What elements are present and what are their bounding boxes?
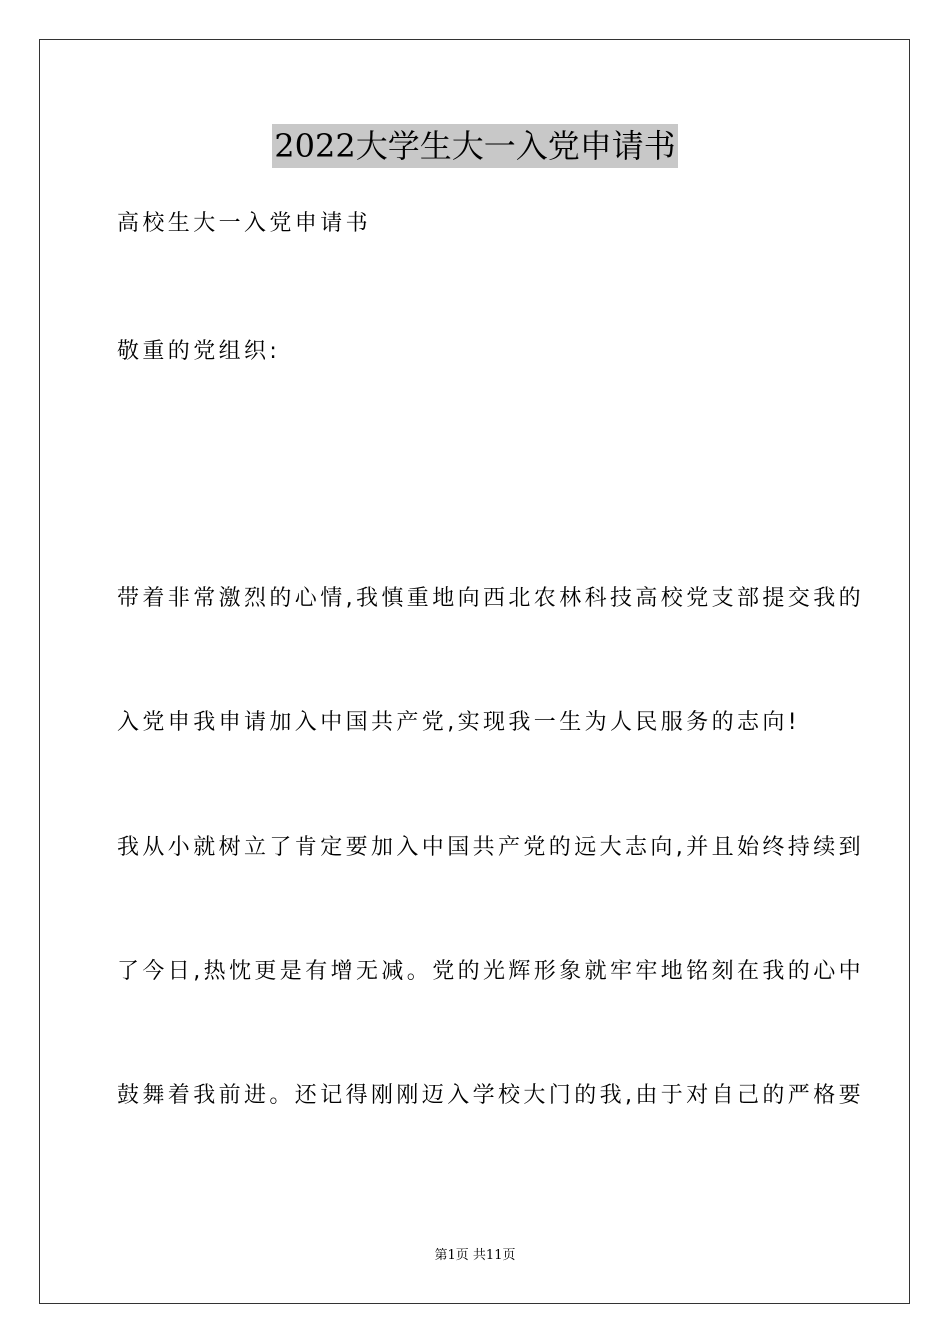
body-line: 鼓舞着我前进。还记得刚刚迈入学校大门的我,由于对自己的严格要 — [117, 1083, 864, 1108]
body-line-subtitle: 高校生大一入党申请书 — [117, 211, 372, 236]
page-footer: 第1页 共11页 — [434, 1248, 516, 1263]
document-title — [0, 124, 950, 168]
document-title-text: 2022大学生大一入党申请书 — [272, 124, 677, 168]
body-line: 我从小就树立了肯定要加入中国共产党的远大志向,并且始终持续到 — [117, 835, 864, 860]
body-line: 带着非常激烈的心情,我慎重地向西北农林科技高校党支部提交我的 — [117, 586, 864, 611]
body-line-salutation: 敬重的党组织: — [117, 339, 281, 364]
body-line: 入党申我申请加入中国共产党,实现我一生为人民服务的志向! — [117, 710, 801, 735]
body-line: 了今日,热忱更是有增无减。党的光辉形象就牢牢地铭刻在我的心中 — [117, 959, 864, 984]
